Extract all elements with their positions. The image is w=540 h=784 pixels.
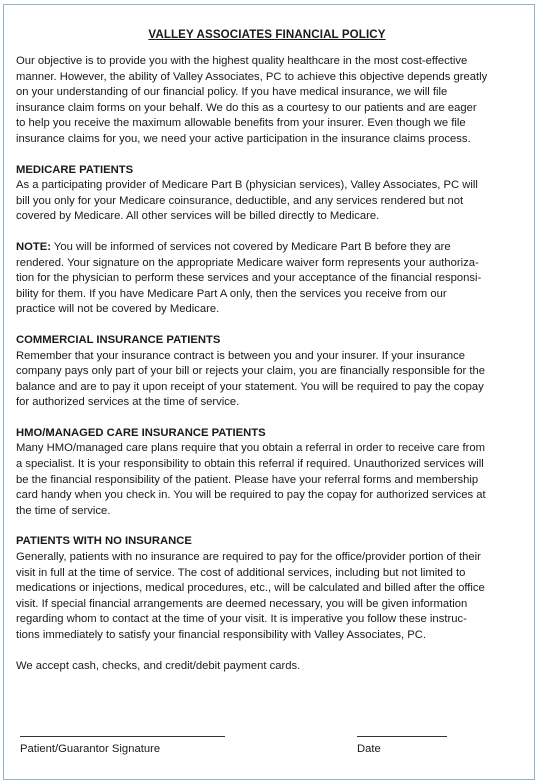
medicare-section (16, 163, 518, 225)
hmo-line: Many HMO/managed care plans require that you obtain a referral in order to receive care from (16, 442, 485, 455)
note-first-text: You will be informed of services not covered by Medicare Part B before they are (51, 240, 451, 253)
note-label: NOTE: (16, 240, 51, 253)
payment-methods-text: We accept cash, checks, and credit/debit payment cards. (16, 659, 301, 672)
note-line: rendered. Your signature on the appropriate Medicare waiver form represents your authoriza- (16, 256, 479, 269)
intro-line: insurance claim forms on your behalf. We do this as a courtesy to our patients and are eager (16, 101, 477, 114)
hmo-section (16, 426, 518, 520)
intro-line: manner. However, the ability of Valley Associates, PC to achieve this objective depends greatly (16, 70, 488, 83)
hmo-line: be the financial responsibility of the patient. Please have your referral forms and membership (16, 473, 479, 486)
commercial-section (16, 333, 518, 411)
commercial-line: for authorized services at the time of service. (16, 396, 240, 409)
intro-line: to help you receive the maximum allowable benefits from your insurer. Even though we file (16, 117, 466, 130)
note-line: bility for them. If you have Medicare Part A only, then the services you receive from our (16, 287, 447, 300)
intro-line: insurance claims for you, we need your active participation in the insurance claims process. (16, 132, 471, 145)
commercial-heading: COMMERCIAL INSURANCE PATIENTS (16, 333, 221, 346)
note-line: practice will not be covered by Medicare. (16, 303, 220, 316)
commercial-line: company pays only part of your bill or rejects your claim, you are financially responsible for the (16, 365, 485, 378)
signature-line[interactable] (20, 736, 225, 737)
no-insurance-line: visit in full at the time of service. The cost of additional services, including but not limited to (16, 566, 466, 579)
medicare-heading: MEDICARE PATIENTS (16, 163, 134, 176)
hmo-line: card handy when you check in. You will be required to pay the copay for authorized services at (16, 489, 486, 502)
signature-label: Patient/Guarantor Signature (20, 743, 161, 755)
hmo-heading: HMO/MANAGED CARE INSURANCE PATIENTS (16, 426, 266, 439)
intro-line: Our objective is to provide you with the highest quality healthcare in the most cost-effective (16, 55, 468, 67)
commercial-line: balance and are to pay it upon receipt of your statement. You will be required to pay the copay (16, 380, 484, 393)
intro-paragraph (16, 54, 518, 148)
no-insurance-line: visit. If special financial arrangements are deemed necessary, you will be given information (16, 597, 468, 610)
medicare-line: As a participating provider of Medicare Part B (physician services), Valley Associates, PC will (16, 179, 478, 192)
no-insurance-section (16, 534, 518, 643)
note-section (16, 240, 518, 318)
no-insurance-line: tions immediately to satisfy your financial responsibility with Valley Associates, PC. (16, 629, 426, 641)
date-label: Date (357, 743, 381, 755)
no-insurance-line: medications or injections, medical procedures, etc., will be calculated and billed after the office (16, 582, 485, 595)
date-line[interactable] (357, 736, 447, 737)
no-insurance-heading: PATIENTS WITH NO INSURANCE (16, 535, 192, 548)
note-line: tion for the physician to perform these services and your acceptance of the financial responsi- (16, 272, 482, 285)
no-insurance-line: Generally, patients with no insurance are required to pay for the office/provider portion of their (16, 551, 481, 564)
policy-content (16, 28, 518, 674)
medicare-line: bill you only for your Medicare coinsurance, deductible, and any services rendered but not (16, 194, 464, 207)
hmo-line: the time of service. (16, 504, 111, 517)
medicare-line: covered by Medicare. All other services will be billed directly to Medicare. (16, 210, 380, 223)
hmo-line: a specialist. It is your responsibility to obtain this referral if required. Unauthorized services will (16, 458, 484, 471)
no-insurance-line: regarding whom to contact at the time of your visit. It is imperative you follow these instruc- (16, 613, 467, 626)
note-first-line (16, 240, 518, 256)
page-title: VALLEY ASSOCIATES FINANCIAL POLICY (148, 28, 386, 41)
intro-line: on your understanding of our financial policy. If you have medical insurance, we will file (16, 86, 448, 99)
commercial-line: Remember that your insurance contract is between you and your insurer. If your insurance (16, 349, 465, 362)
